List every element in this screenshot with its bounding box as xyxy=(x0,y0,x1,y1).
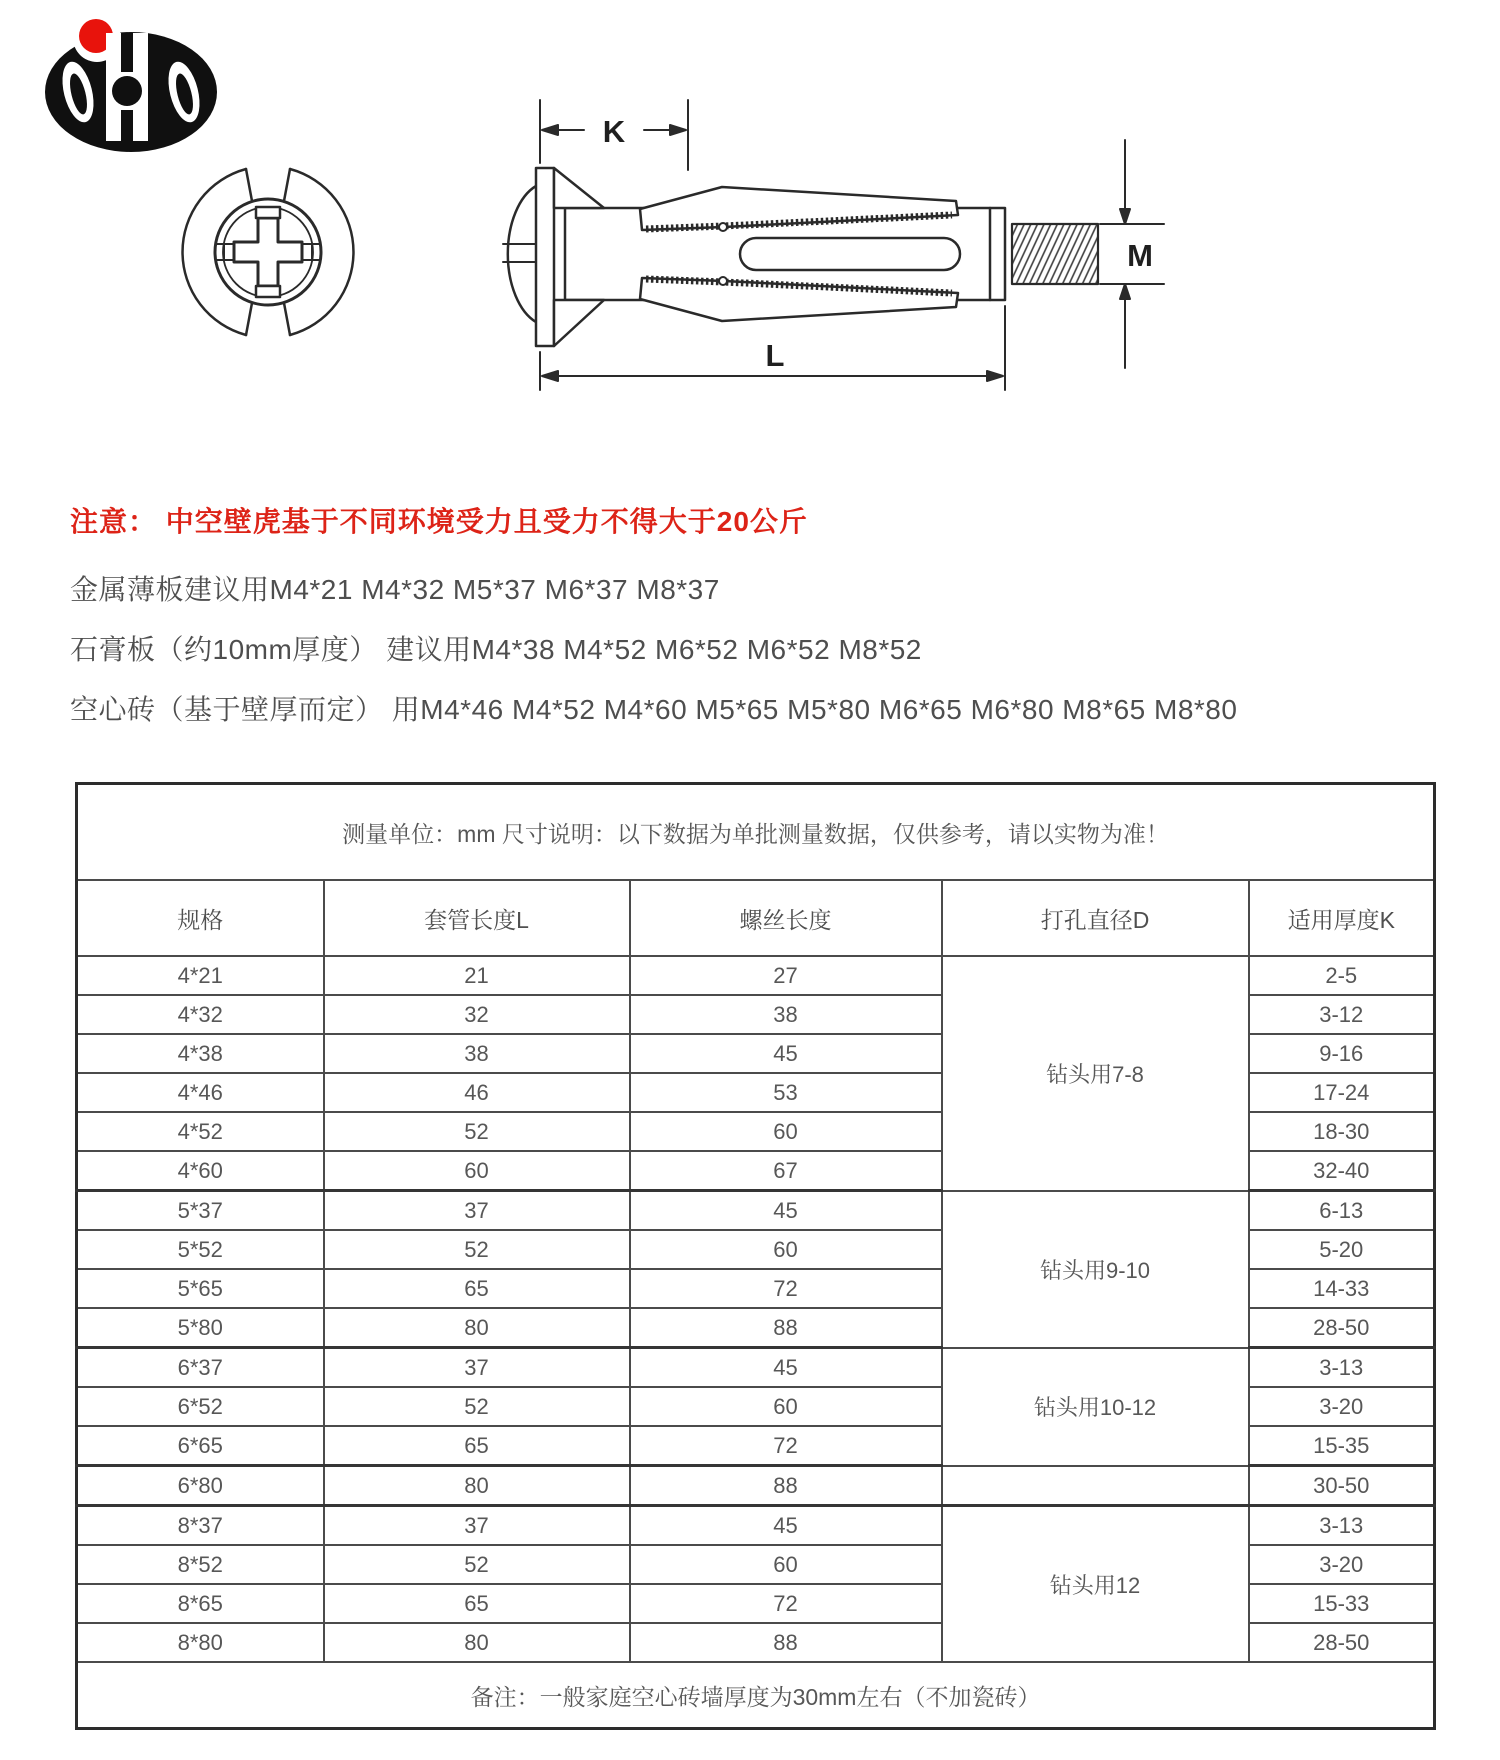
recommendation-gypsum-board: 石膏板（约10mm厚度） 建议用M4*38 M4*52 M6*52 M6*52 M8*52 xyxy=(70,634,922,665)
cell-screw-length: 72 xyxy=(630,1584,942,1623)
cell-sleeve-length: 37 xyxy=(324,1191,630,1231)
cell-thickness-range: 2-5 xyxy=(1249,956,1435,995)
cell-spec: 8*80 xyxy=(77,1623,324,1662)
cell-thickness-range: 28-50 xyxy=(1249,1623,1435,1662)
cell-screw-length: 60 xyxy=(630,1387,942,1426)
dim-label-k: K xyxy=(602,114,626,149)
spec-row-6*37 xyxy=(77,1348,1435,1388)
cell-screw-length: 72 xyxy=(630,1269,942,1308)
cell-sleeve-length: 52 xyxy=(324,1387,630,1426)
cell-spec: 6*52 xyxy=(77,1387,324,1426)
cell-thickness-range: 3-12 xyxy=(1249,995,1435,1034)
cell-screw-length: 45 xyxy=(630,1506,942,1546)
cell-spec: 4*52 xyxy=(77,1112,324,1151)
cell-drill-diameter: 钻头用12 xyxy=(942,1506,1249,1663)
cell-sleeve-length: 65 xyxy=(324,1269,630,1308)
cell-thickness-range: 28-50 xyxy=(1249,1308,1435,1348)
cell-thickness-range: 18-30 xyxy=(1249,1112,1435,1151)
spec-row-8*37 xyxy=(77,1506,1435,1546)
front-view-drawing xyxy=(183,169,354,335)
table-header-row xyxy=(77,880,1435,956)
side-view-drawing xyxy=(503,168,1098,346)
cell-thickness-range: 3-20 xyxy=(1249,1387,1435,1426)
cell-spec: 5*37 xyxy=(77,1191,324,1231)
col-header-screw: 螺丝长度 xyxy=(630,880,942,956)
col-header-thickness: 适用厚度K xyxy=(1249,880,1435,956)
cell-thickness-range: 15-35 xyxy=(1249,1426,1435,1466)
cell-thickness-range: 14-33 xyxy=(1249,1269,1435,1308)
cell-sleeve-length: 65 xyxy=(324,1426,630,1466)
cell-screw-length: 27 xyxy=(630,956,942,995)
spec-table-container xyxy=(75,782,1436,1730)
cell-screw-length: 45 xyxy=(630,1191,942,1231)
cell-drill-diameter: 钻头用9-10 xyxy=(942,1191,1249,1348)
cell-spec: 5*80 xyxy=(77,1308,324,1348)
warning-note: 注意： 中空壁虎基于不同环境受力且受力不得大于20公斤 xyxy=(70,506,808,537)
cell-thickness-range: 6-13 xyxy=(1249,1191,1435,1231)
cell-thickness-range: 3-13 xyxy=(1249,1348,1435,1388)
cell-sleeve-length: 65 xyxy=(324,1584,630,1623)
cell-spec: 5*52 xyxy=(77,1230,324,1269)
unit-note: 测量单位：mm 尺寸说明：以下数据为单批测量数据，仅供参考，请以实物为准！ xyxy=(77,784,1435,881)
cell-spec: 4*38 xyxy=(77,1034,324,1073)
cell-spec: 8*65 xyxy=(77,1584,324,1623)
cell-spec: 5*65 xyxy=(77,1269,324,1308)
spec-table-body xyxy=(77,784,1435,1663)
cell-thickness-range: 5-20 xyxy=(1249,1230,1435,1269)
cell-sleeve-length: 32 xyxy=(324,995,630,1034)
cell-screw-length: 45 xyxy=(630,1034,942,1073)
cell-spec: 6*65 xyxy=(77,1426,324,1466)
cell-sleeve-length: 80 xyxy=(324,1466,630,1506)
cell-thickness-range: 9-16 xyxy=(1249,1034,1435,1073)
cell-spec: 4*46 xyxy=(77,1073,324,1112)
cell-drill-diameter: 钻头用7-8 xyxy=(942,956,1249,1191)
recommendation-hollow-brick: 空心砖（基于壁厚而定） 用M4*46 M4*52 M4*60 M5*65 M5*80 M6*65 M6*80 M8*65 M8*80 xyxy=(70,694,1238,725)
cell-sleeve-length: 21 xyxy=(324,956,630,995)
cell-screw-length: 60 xyxy=(630,1545,942,1584)
spec-row-4*21 xyxy=(77,956,1435,995)
cell-thickness-range: 3-13 xyxy=(1249,1506,1435,1546)
cell-thickness-range: 17-24 xyxy=(1249,1073,1435,1112)
cell-screw-length: 60 xyxy=(630,1230,942,1269)
cell-screw-length: 88 xyxy=(630,1623,942,1662)
cell-sleeve-length: 37 xyxy=(324,1506,630,1546)
phillips-cross-icon xyxy=(234,218,302,286)
cell-screw-length: 53 xyxy=(630,1073,942,1112)
cell-spec: 8*37 xyxy=(77,1506,324,1546)
cell-thickness-range: 30-50 xyxy=(1249,1466,1435,1506)
cell-drill-diameter xyxy=(942,1466,1249,1506)
spec-row-6*80 xyxy=(77,1466,1435,1506)
cell-spec: 4*21 xyxy=(77,956,324,995)
cell-spec: 6*37 xyxy=(77,1348,324,1388)
cell-screw-length: 67 xyxy=(630,1151,942,1191)
cell-sleeve-length: 52 xyxy=(324,1230,630,1269)
cell-screw-length: 45 xyxy=(630,1348,942,1388)
cell-spec: 4*60 xyxy=(77,1151,324,1191)
cell-screw-length: 88 xyxy=(630,1308,942,1348)
spec-row-5*37 xyxy=(77,1191,1435,1231)
dim-label-m: M xyxy=(1127,238,1153,273)
col-header-sleeve: 套管长度L xyxy=(324,880,630,956)
cell-screw-length: 88 xyxy=(630,1466,942,1506)
recommendation-metal-sheet: 金属薄板建议用M4*21 M4*32 M5*37 M6*37 M8*37 xyxy=(70,574,720,605)
table-remark: 备注：一般家庭空心砖墙厚度为30mm左右（不加瓷砖） xyxy=(77,1662,1435,1729)
cell-spec: 6*80 xyxy=(77,1466,324,1506)
table-remark-row xyxy=(77,1662,1435,1729)
cell-sleeve-length: 52 xyxy=(324,1545,630,1584)
cell-sleeve-length: 52 xyxy=(324,1112,630,1151)
cell-sleeve-length: 80 xyxy=(324,1623,630,1662)
dim-label-l: L xyxy=(765,338,785,373)
cell-spec: 4*32 xyxy=(77,995,324,1034)
cell-thickness-range: 15-33 xyxy=(1249,1584,1435,1623)
thread-section xyxy=(1012,224,1098,284)
spec-table xyxy=(75,782,1436,1730)
cell-sleeve-length: 80 xyxy=(324,1308,630,1348)
cell-sleeve-length: 60 xyxy=(324,1151,630,1191)
table-note-row xyxy=(77,784,1435,881)
cell-screw-length: 72 xyxy=(630,1426,942,1466)
anchor-technical-drawing xyxy=(0,0,1500,520)
col-header-drill: 打孔直径D xyxy=(942,880,1249,956)
cell-sleeve-length: 46 xyxy=(324,1073,630,1112)
cell-thickness-range: 32-40 xyxy=(1249,1151,1435,1191)
cell-drill-diameter: 钻头用10-12 xyxy=(942,1348,1249,1466)
cell-sleeve-length: 37 xyxy=(324,1348,630,1388)
cell-screw-length: 38 xyxy=(630,995,942,1034)
cell-sleeve-length: 38 xyxy=(324,1034,630,1073)
col-header-spec: 规格 xyxy=(77,880,324,956)
cell-thickness-range: 3-20 xyxy=(1249,1545,1435,1584)
cell-screw-length: 60 xyxy=(630,1112,942,1151)
cell-spec: 8*52 xyxy=(77,1545,324,1584)
